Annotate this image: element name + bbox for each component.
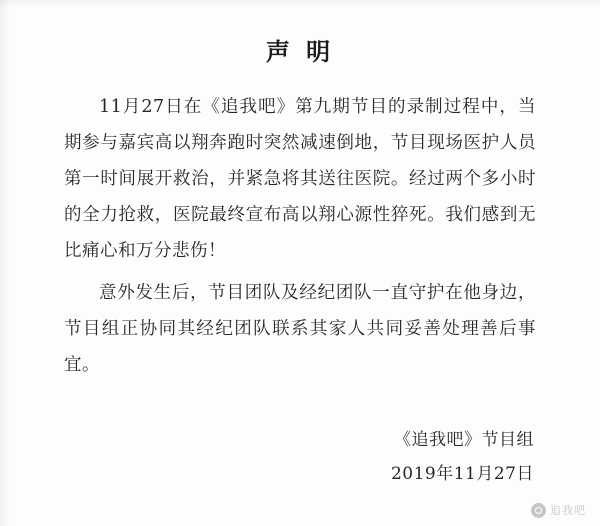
- watermark: [531, 502, 586, 518]
- signature-date: 2019年11月27日: [390, 464, 534, 484]
- paragraph-2: 意外发生后，节目团队及经纪团队一直守护在他身边，节目组正协同其经纪团队联系其家人共同妥善处理善后事宜。: [64, 283, 536, 375]
- weibo-logo-icon: [531, 503, 546, 518]
- signature-author: 《追我吧》节目组: [394, 430, 534, 450]
- document-body: [0, 77, 600, 383]
- page-title: 声 明: [265, 37, 335, 66]
- watermark-label: 追我吧: [550, 504, 586, 517]
- paragraph-1: 11月27日在《追我吧》第九期节目的录制过程中，当期参与嘉宾高以翔奔跑时突然减速倒地，节目现场医护人员第一时间展开救治，并紧急将其送往医院。经过两个多小时的全力抢救，医院最终宣布高以翔心源性猝死。我们感到无比痛心和万分悲伤！: [64, 97, 536, 261]
- signature-block: [0, 389, 600, 491]
